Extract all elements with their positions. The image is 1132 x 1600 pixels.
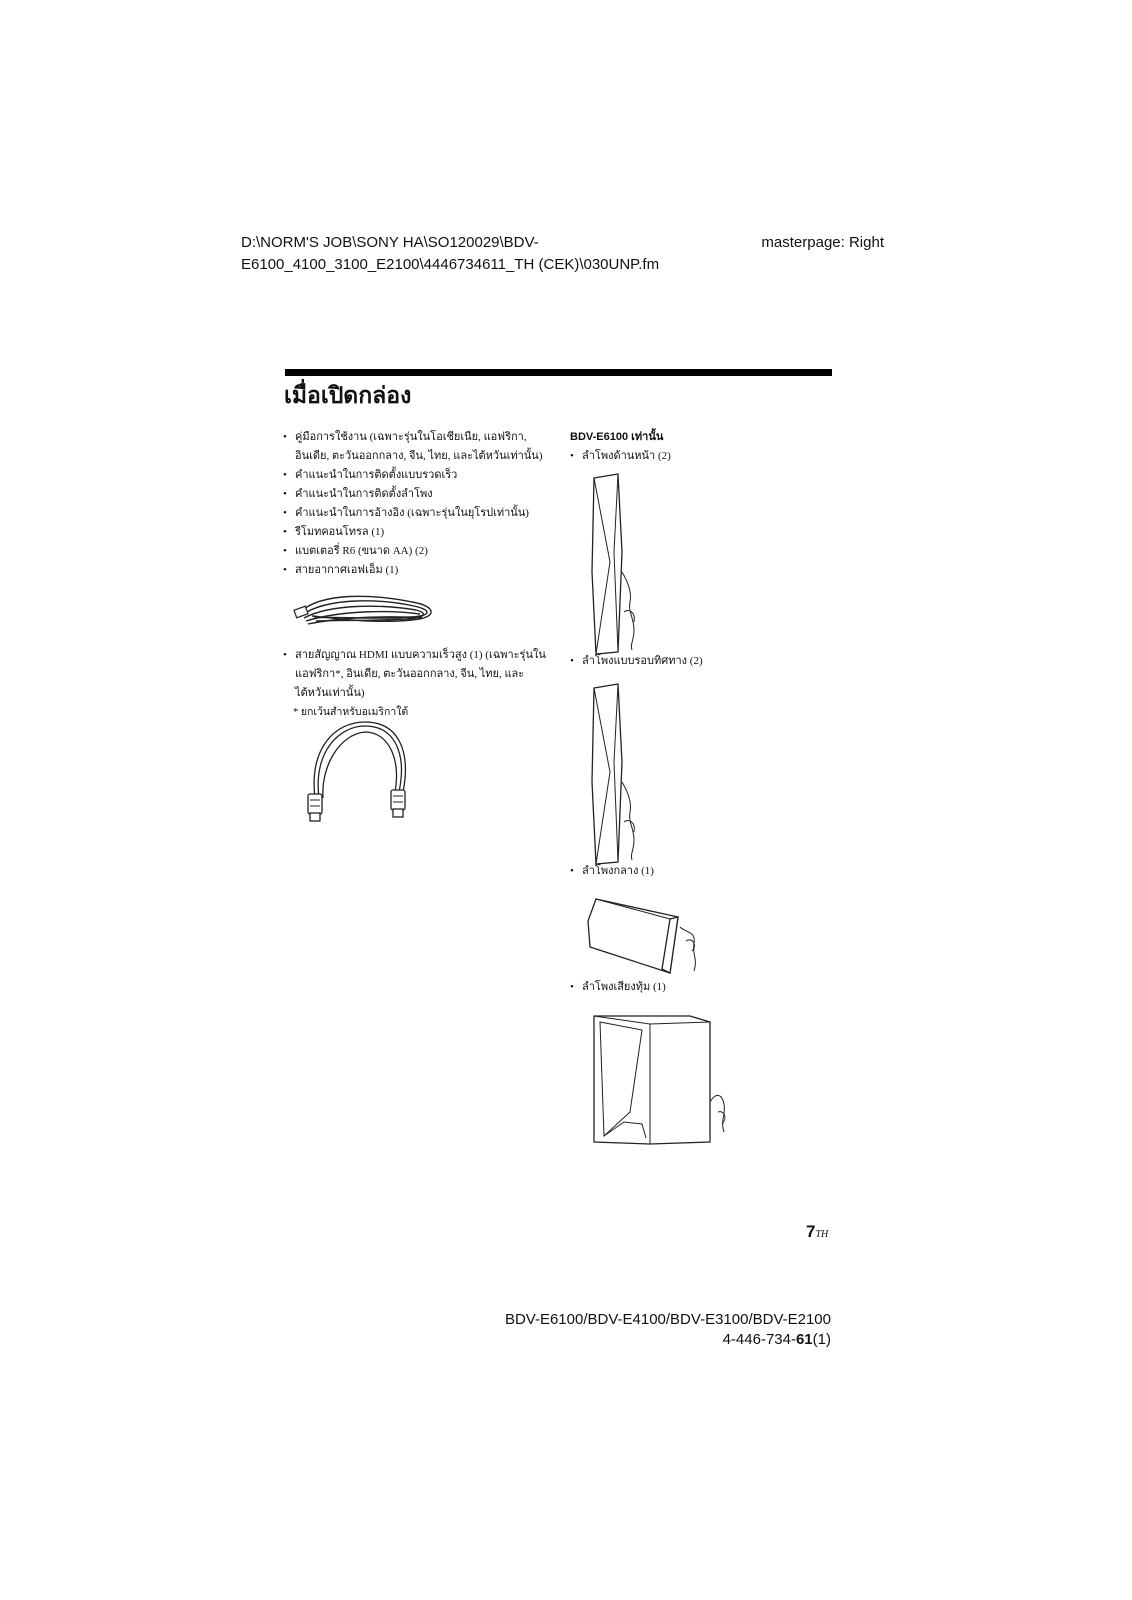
hdmi-cable-illustration [295,718,425,828]
footer-code-prefix: 4-446-734- [722,1331,796,1348]
fm-antenna-illustration [292,588,442,632]
center-section [570,862,830,881]
page-number [806,1222,828,1242]
footer-models: BDV-E6100/BDV-E4100/BDV-E3100/BDV-E2100 [504,1311,831,1328]
subwoofer-illustration [590,1012,742,1152]
footer [505,1310,831,1350]
front-speakers-list [570,447,830,466]
subwoofer-item: • ลำโพงเสียงทุ้ม (1) [570,978,830,997]
list-item: • คำแนะนำในการอ้างอิง (เฉพาะรุ่นในยุโรปเท่านั้น) [283,504,553,523]
file-path-line1: D:\NORM'S JOB\SONY HA\SO120029\BDV- [241,234,539,251]
masterpage-label: masterpage: Right [761,234,884,251]
right-column [570,428,830,466]
subwoofer-section [570,978,830,997]
surround-speaker-illustration [588,682,658,868]
front-speaker-illustration [588,472,658,658]
file-path-line2: E6100_4100_3100_E2100\4446734611_TH (CEK)\030UNP.fm [241,256,660,273]
contents-list [283,428,553,580]
model-section-title: BDV-E6100 เท่านั้น [570,431,664,443]
list-item: • คำแนะนำในการติดตั้งลำโพง [283,485,553,504]
footer-code-suffix: (1) [812,1331,831,1348]
list-item: • แบตเตอรี่ R6 (ขนาด AA) (2) [283,542,553,561]
center-speaker-illustration [586,897,711,981]
center-speaker-item: • ลำโพงกลาง (1) [570,862,830,881]
left-column [283,428,553,722]
list-item: • คู่มือการใช้งาน (เฉพาะรุ่นในโอเชียเนีย, แอฟริกา, อินเดีย, ตะวันออกกลาง, จีน, ไทย, และไต้หวันเท่านั้น) [283,428,553,466]
title-rule [285,369,832,376]
center-speaker-list [570,862,830,881]
page-number-suffix: TH [815,1229,829,1240]
footer-code [505,1330,831,1350]
list-item: • คำแนะนำในการติดตั้งแบบรวดเร็ว [283,466,553,485]
page-number-value: 7 [806,1222,816,1241]
surround-speakers-item: • ลำโพงแบบรอบทิศทาง (2) [570,652,830,671]
surround-section [570,652,830,671]
footnote: * ยกเว้นสำหรับอเมริกาใต้ [293,707,409,718]
hdmi-cable-item: • สายสัญญาณ HDMI แบบความเร็วสูง (1) (เฉพาะรุ่นในแอฟริกา*, อินเดีย, ตะวันออกกลาง, จีน, ไทย, และไต้หวันเท่านั้น) [283,646,553,703]
list-item: • รีโมทคอนโทรล (1) [283,523,553,542]
surround-speakers-list [570,652,830,671]
subwoofer-list [570,978,830,997]
file-path [241,232,659,276]
hdmi-list [283,646,553,703]
list-item: • สายอากาศเอฟเอ็ม (1) [283,561,553,580]
page-title: เมื่อเปิดกล่อง [284,383,412,408]
footer-code-bold: 61 [795,1331,813,1348]
front-speakers-item: • ลำโพงด้านหน้า (2) [570,447,830,466]
